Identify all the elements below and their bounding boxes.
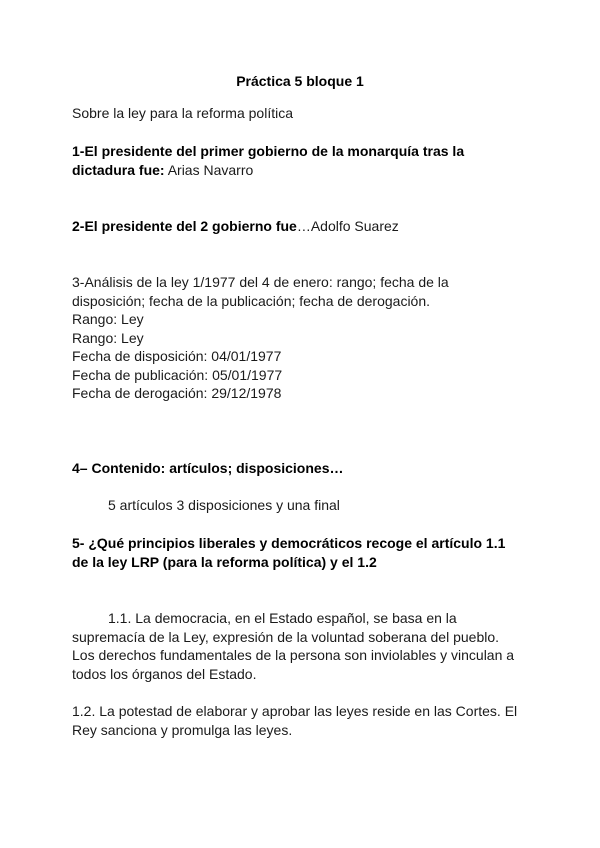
rango-line: Rango: Ley — [72, 311, 144, 327]
question-1-answer: Arias Navarro — [164, 162, 254, 178]
question-4: 4– Contenido: artículos; disposiciones… — [72, 460, 344, 476]
fecha-disposicion: Fecha de disposición: 04/01/1977 — [72, 348, 282, 364]
question-4-answer: 5 artículos 3 disposiciones y una final — [108, 497, 340, 513]
question-3-line: disposición; fecha de la publicación; fecha de derogación. — [72, 292, 431, 309]
article-1-1-line: supremacía de la Ley, expresión de la voluntad soberana del pueblo. — [72, 628, 500, 645]
fecha-publicacion: Fecha de publicación: 05/01/1977 — [72, 366, 283, 383]
question-1-line-1: 1-El presidente del primer gobierno de la monarquía tras la — [72, 143, 465, 159]
question-2 — [72, 217, 399, 235]
question-3-line: 3-Análisis de la ley 1/1977 del 4 de enero: rango; fecha de la — [72, 274, 449, 290]
article-1-1-line: Los derechos fundamentales de la persona son inviolables y vinculan a — [72, 647, 515, 663]
question-5-line-2: de la ley LRP (para la reforma política) y el 1.2 — [72, 554, 377, 570]
rango-line: Rango: Ley — [72, 329, 144, 346]
question-1-label: dictadura fue: — [72, 162, 165, 178]
article-1-1-line: 1.1. La democracia, en el Estado español, se basa en la — [108, 610, 457, 626]
question-1-line-2 — [72, 161, 253, 179]
article-1-1-line: todos los órganos del Estado. — [72, 666, 257, 682]
article-1-2-line: 1.2. La potestad de elaborar y aprobar las leyes reside en las Cortes. El — [72, 703, 518, 719]
question-5-line-1: 5- ¿Qué principios liberales y democráticos recoge el artículo 1.1 — [72, 535, 506, 551]
article-1-2-line: Rey sanciona y promulga las leyes. — [72, 722, 293, 738]
page-title: Práctica 5 bloque 1 — [236, 73, 364, 89]
question-2-label: 2-El presidente del 2 gobierno fue — [72, 218, 297, 234]
fecha-derogacion: Fecha de derogación: 29/12/1978 — [72, 385, 282, 401]
subtitle: Sobre la ley para la reforma política — [72, 105, 293, 121]
question-2-answer: …Adolfo Suarez — [296, 218, 399, 234]
